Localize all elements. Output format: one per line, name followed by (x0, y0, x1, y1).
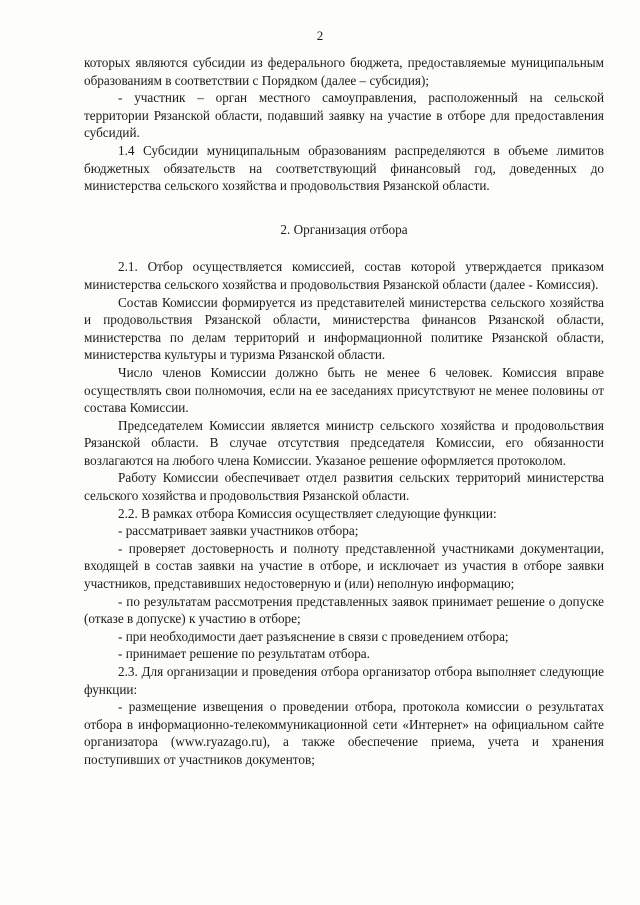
paragraph-commission-support: Работу Комиссии обеспечивает отдел развития сельских территорий министерства сельского хозяйства и продовольствия Рязанской области. (84, 470, 604, 504)
paragraph-commission-composition: Состав Комиссии формируется из представителей министерства сельского хозяйства и продовольствия Рязанской области, министерства финансов Рязанской области, министерства по делам территорий и информационной политике Рязанской области, министерства культуры и туризма Рязанской области. (84, 294, 604, 363)
paragraph-participant-definition: - участник – орган местного самоуправления, расположенный на сельской территории Рязанской области, подавший заявку на участие в отборе для предоставления субсидий. (84, 90, 604, 141)
list-item-decide-admission: - по результатам рассмотрения представленных заявок принимает решение о допуске (отказе в допуске) к участию в отборе; (84, 593, 604, 627)
paragraph-subsidy-definition: которых являются субсидии из федерального бюджета, предоставляемые муниципальным образованиям в соответствии с Порядком (далее – субсидия); (84, 55, 604, 88)
list-item-decide-results: - принимает решение по результатам отбора. (118, 646, 370, 662)
list-item-verify: - проверяет достоверность и полноту представленной участниками документации, входящей в состав заявки на участие в отборе, и исключает из участия в отборе заявки участников, представивших недостоверную и (или) неполную информацию; (84, 540, 604, 592)
paragraph-2-2: 2.2. В рамках отбора Комиссия осуществляет следующие функции: (118, 505, 497, 521)
paragraph-2-3: 2.3. Для организации и проведения отбора организатор отбора выполняет следующие функции: (84, 664, 604, 697)
section-heading: 2. Организация отбора (280, 221, 408, 237)
document-body (84, 54, 604, 769)
list-item-publish-notice: - размещение извещения о проведении отбора, протокола комиссии о результатах отбора в информационно-телекоммуникационной сети «Интернет» на официальном сайте организатора (www.ryazago.ru), а также обеспечение приема, учета и хранения поступивших от участников документов; (84, 699, 604, 767)
paragraph-commission-chair: Председателем Комиссии является министр сельского хозяйства и продовольствия Рязанской области. В случае отсутствия председателя Комиссии, его обязанности возлагаются на любого члена Комиссии. Указаное решение оформляется протоколом. (84, 417, 604, 468)
list-item-clarify: - при необходимости дает разъяснение в связи с проведением отбора; (118, 628, 509, 644)
paragraph-2-1: 2.1. Отбор осуществляется комиссией, состав которой утверждается приказом министерства сельского хозяйства и продовольствия Рязанской области (далее - Комиссия). (84, 259, 604, 292)
paragraph-commission-members: Число членов Комиссии должно быть не менее 6 человек. Комиссия вправе осуществлять свои полномочия, если на ее заседаниях присутствуют не менее половины от состава Комиссии. (84, 364, 604, 416)
paragraph-1-4: 1.4 Субсидии муниципальным образованиям распределяются в объеме лимитов бюджетных обязательств на соответствующий финансовый год, доведенных до министерства сельского хозяйства и продовольствия Рязанской области. (84, 142, 604, 194)
page-number: 2 (316, 28, 324, 43)
list-item-review: - рассматривает заявки участников отбора; (118, 523, 359, 539)
